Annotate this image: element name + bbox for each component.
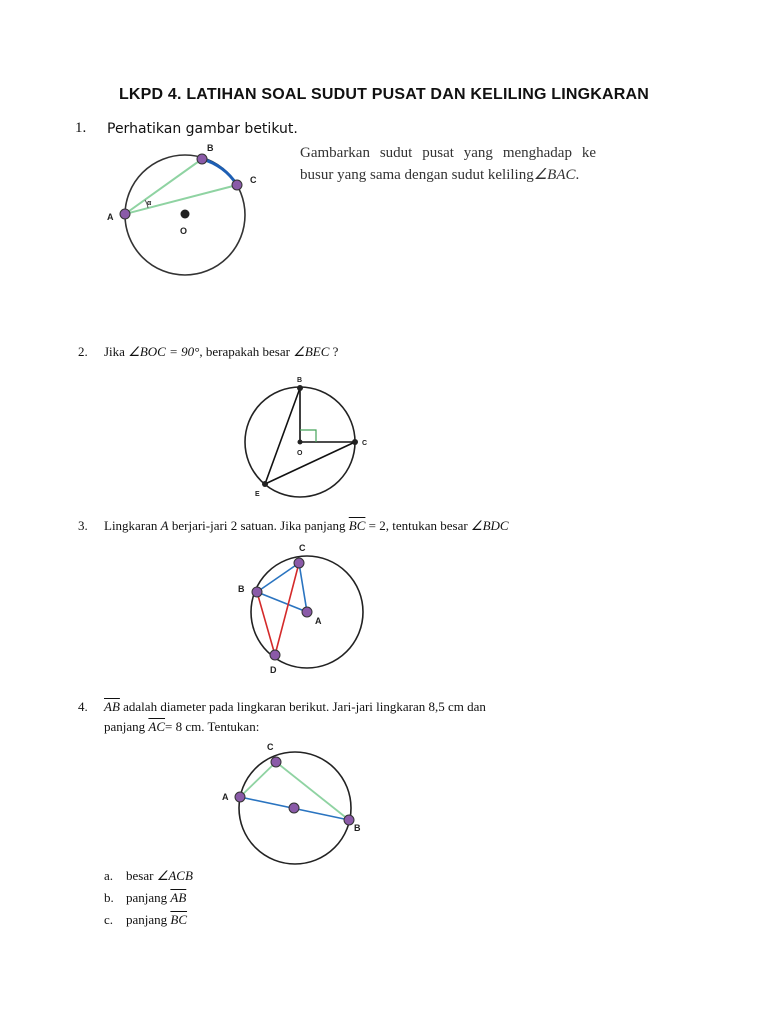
- q1-number: 1.: [75, 120, 87, 136]
- q4-point-a: [235, 792, 245, 802]
- q2-text: Jika ∠BOC = 90°, berapakah besar ∠BEC ?: [104, 344, 339, 359]
- q4-chord-cb: [276, 762, 349, 820]
- q4-label-c: C: [267, 742, 274, 752]
- q1-text: Perhatikan gambar betikut.: [107, 121, 298, 137]
- q2-label-b: B: [297, 377, 303, 384]
- q4-label-a: A: [222, 792, 229, 802]
- q3-label-a: A: [315, 616, 322, 626]
- q4-label-b: B: [354, 823, 361, 833]
- q3-label-c: C: [299, 543, 306, 553]
- q4-sub-a: a. besar ∠ACB: [104, 868, 193, 883]
- q2-number: 2.: [78, 344, 88, 359]
- page-title: LKPD 4. LATIHAN SOAL SUDUT PUSAT DAN KELILING LINGKARAN: [118, 86, 650, 103]
- q1-label-c: C: [250, 175, 257, 185]
- q3-label-b: B: [238, 584, 245, 594]
- q1-label-alpha: α: [147, 200, 152, 207]
- q4-text-line2: panjang $\overline{AC}= 8$ cm. Tentukan:: [104, 719, 260, 734]
- q4-number: 4.: [78, 699, 88, 714]
- q2-label-c: C: [362, 440, 368, 447]
- q1-label-b: B: [207, 143, 214, 153]
- q4-sub-c: c. panjang $\overline{BC}$: [104, 912, 188, 927]
- q4-point-center: [289, 803, 299, 813]
- q4-chord-ac: [240, 762, 276, 797]
- q3-number: 3.: [78, 518, 88, 533]
- q1-instruction: Gambarkan sudut pusat yang menghadap ke busur yang sama dengan sudut keliling∠BAC.: [300, 145, 596, 183]
- q1-label-a: A: [107, 212, 114, 222]
- q2-label-e: E: [255, 491, 260, 498]
- q1-label-o: O: [180, 226, 188, 236]
- q3-text: Lingkaran A berjari-jari 2 satuan. Jika panjang $\overline{BC} = 2$, tentukan besar ∠BDC: [104, 518, 509, 533]
- q4-sub-b: b. panjang $\overline{AB}$: [104, 890, 187, 905]
- q3-label-d: D: [270, 665, 277, 675]
- q2-label-o: O: [297, 450, 303, 457]
- q4-text-line1: $\overline{AB}$ adalah diameter pada lingkaran berikut. Jari-jari lingkaran 8,5 cm dan: [104, 699, 486, 714]
- q4-point-b: [344, 815, 354, 825]
- q4-point-c: [271, 757, 281, 767]
